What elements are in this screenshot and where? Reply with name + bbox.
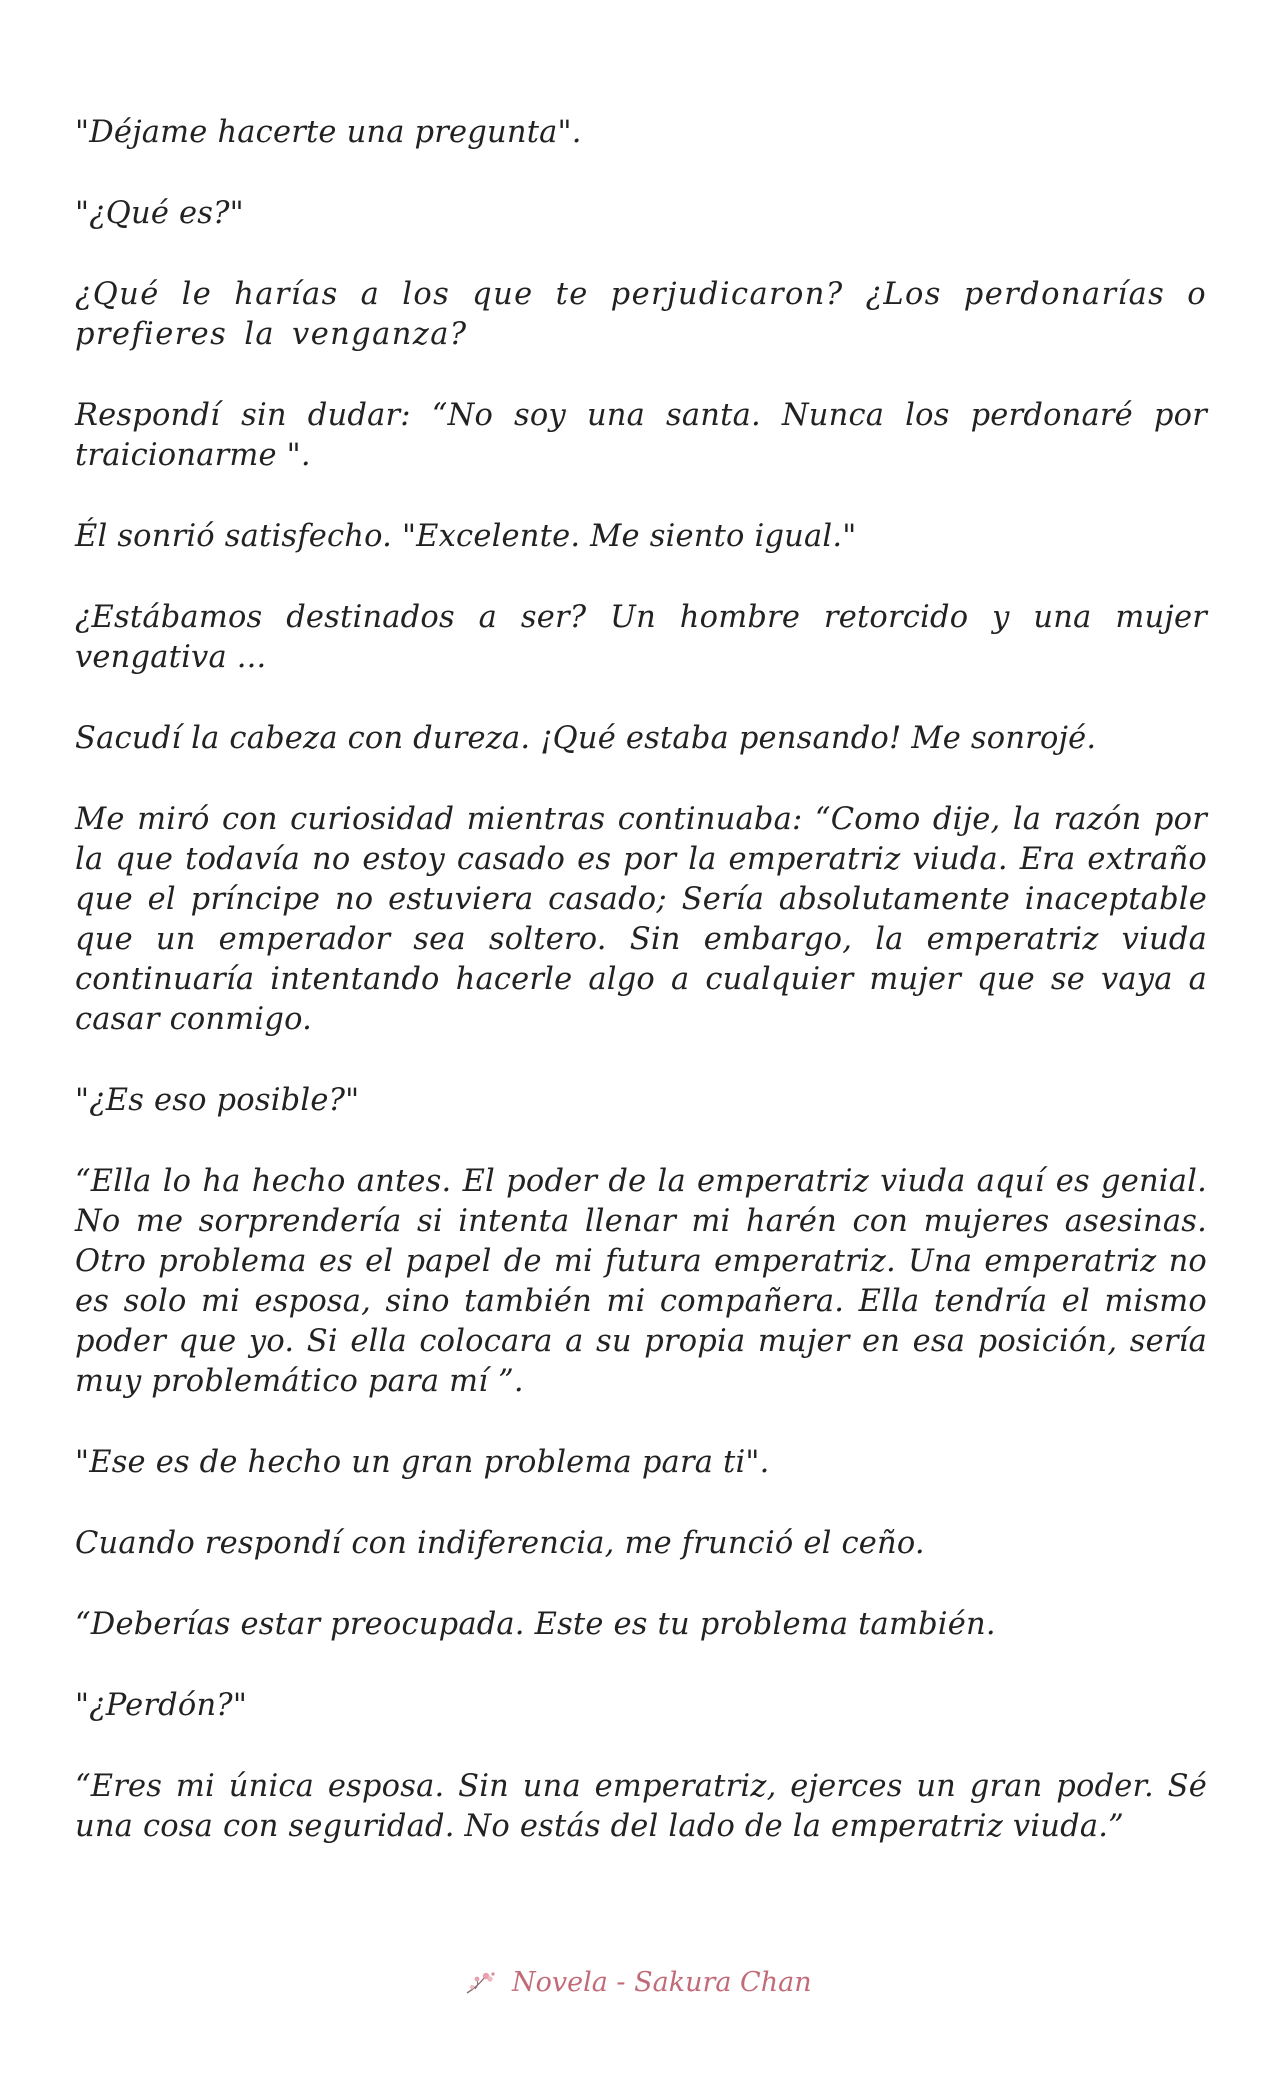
paragraph-8: Me miró con curiosidad mientras continuaba: “Como dije, la razón por la que todavía no estoy casado es por la emperatriz viuda. Era extraño que el príncipe no estuviera casado; Sería absolutamente inaceptable que un emperador sea soltero. Sin embargo, la emperatriz viuda continuaría intentando hacerle algo a cualquier mujer que se vaya a casar conmigo. xyxy=(75,802,1207,1037)
paragraph-14: "¿Perdón?" xyxy=(75,1688,248,1723)
sakura-flower-icon xyxy=(463,1969,499,1999)
paragraph-7: Sacudí la cabeza con dureza. ¡Qué estaba pensando! Me sonrojé. xyxy=(75,721,1097,756)
watermark-text: Novela - Sakura Chan xyxy=(511,1967,812,1998)
paragraph-11: "Ese es de hecho un gran problema para ti". xyxy=(75,1445,770,1480)
paragraph-1: "Déjame hacerte una pregunta". xyxy=(75,115,582,150)
document-body xyxy=(75,113,1207,1888)
paragraph-4: Respondí sin dudar: “No soy una santa. Nunca los perdonaré por traicionarme ". xyxy=(75,398,1207,473)
paragraph-5: Él sonrió satisfecho. "Excelente. Me siento igual." xyxy=(75,519,857,554)
paragraph-15: “Eres mi única esposa. Sin una emperatriz, ejerces un gran poder. Sé una cosa con seguridad. No estás del lado de la emperatriz viuda.” xyxy=(75,1769,1207,1844)
footer-watermark xyxy=(0,1967,1275,1999)
paragraph-3: ¿Qué le harías a los que te perjudicaron? ¿Los perdonarías o prefieres la venganza? xyxy=(75,277,1207,352)
paragraph-6: ¿Estábamos destinados a ser? Un hombre retorcido y una mujer vengativa ... xyxy=(75,600,1207,675)
paragraph-10: “Ella lo ha hecho antes. El poder de la emperatriz viuda aquí es genial. No me sorprendería si intenta llenar mi harén con mujeres asesinas. Otro problema es el papel de mi futura emperatriz. Una emperatriz no es solo mi esposa, sino también mi compañera. Ella tendría el mismo poder que yo. Si ella colocara a su propia mujer en esa posición, sería muy problemático para mí ”. xyxy=(75,1164,1207,1399)
paragraph-2: "¿Qué es?" xyxy=(75,196,244,231)
paragraph-13: “Deberías estar preocupada. Este es tu problema también. xyxy=(75,1607,996,1642)
paragraph-12: Cuando respondí con indiferencia, me frunció el ceño. xyxy=(75,1526,925,1561)
paragraph-9: "¿Es eso posible?" xyxy=(75,1083,360,1118)
